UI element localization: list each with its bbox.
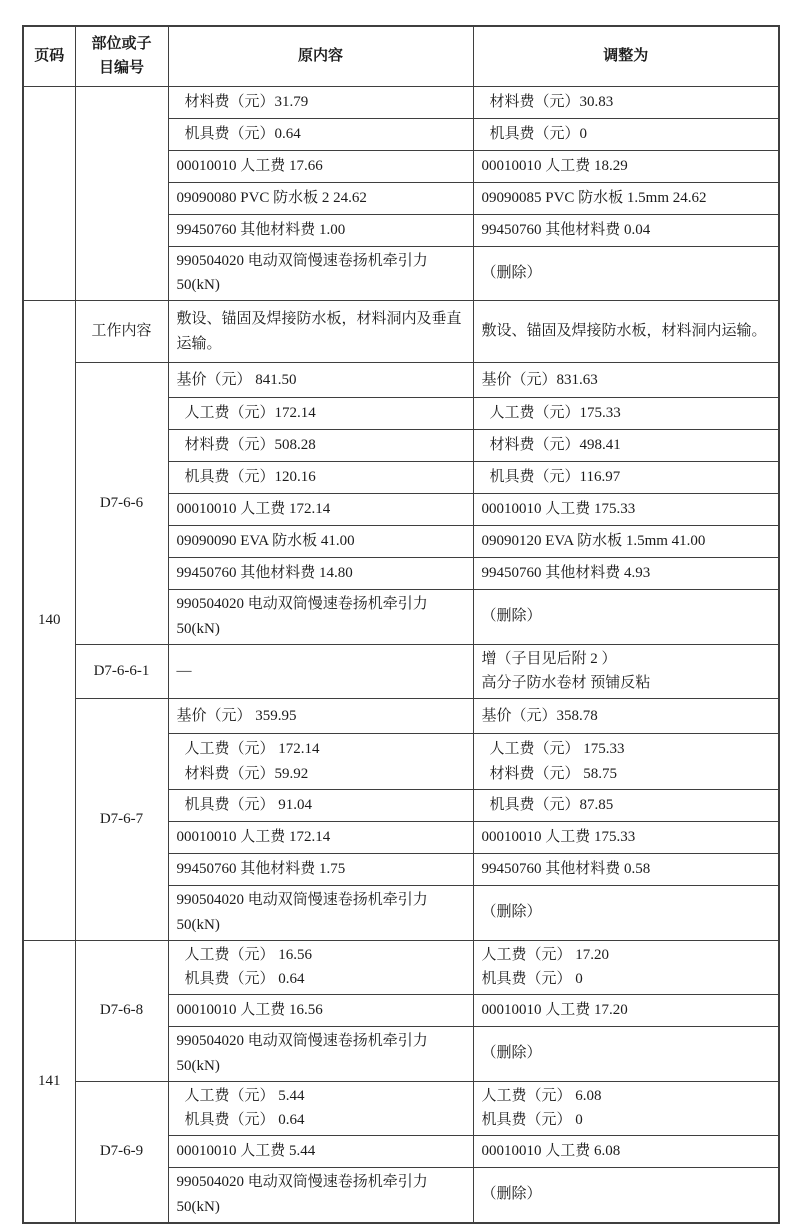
adj-line2: 机具费（元） 0 bbox=[481, 1112, 583, 1129]
table-row bbox=[23, 86, 779, 118]
orig-cell: 机具费（元）120.16 bbox=[168, 462, 473, 494]
header-item bbox=[75, 26, 168, 86]
table-row bbox=[23, 363, 779, 398]
adj-cell bbox=[473, 734, 779, 790]
adj-line2: 机具费（元） 0 bbox=[481, 971, 583, 988]
adj-cell: （删除） bbox=[473, 886, 779, 941]
adj-cell: 基价（元）831.63 bbox=[473, 363, 779, 398]
adj-cell bbox=[473, 940, 779, 995]
adj-cell: （删除） bbox=[473, 1168, 779, 1223]
orig-cell bbox=[168, 1168, 473, 1223]
orig-line2: 50(kN) bbox=[176, 277, 220, 294]
orig-cell: 99450760 其他材料费 1.75 bbox=[168, 854, 473, 886]
adj-cell: （删除） bbox=[473, 590, 779, 645]
orig-cell bbox=[168, 940, 473, 995]
orig-line1: 990504020 电动双筒慢速卷扬机牵引力 bbox=[176, 1174, 428, 1190]
table-row bbox=[23, 940, 779, 995]
adj-cell: 敷设、锚固及焊接防水板，材料洞内运输。 bbox=[473, 301, 779, 363]
adjustment-table bbox=[22, 25, 780, 1224]
orig-line1: 990504020 电动双筒慢速卷扬机牵引力 bbox=[176, 252, 428, 269]
orig-cell: 00010010 人工费 16.56 bbox=[168, 995, 473, 1027]
adj-line2: 高分子防水卷材 预铺反粘 bbox=[481, 675, 651, 692]
table-row bbox=[23, 699, 779, 734]
orig-cell: 机具费（元） 91.04 bbox=[168, 790, 473, 822]
adj-cell: 机具费（元）0 bbox=[473, 118, 779, 150]
orig-cell: 99450760 其他材料费 1.00 bbox=[168, 214, 473, 246]
item-cell-d7-6-6-1: D7-6-6-1 bbox=[75, 644, 168, 699]
adj-cell: 09090120 EVA 防水板 1.5mm 41.00 bbox=[473, 526, 779, 558]
page-cell-141: 141 bbox=[23, 940, 75, 1223]
item-cell-d7-6-8: D7-6-8 bbox=[75, 940, 168, 1081]
adj-cell: （删除） bbox=[473, 1027, 779, 1082]
orig-line1: 990504020 电动双筒慢速卷扬机牵引力 bbox=[176, 596, 428, 612]
item-cell-work: 工作内容 bbox=[75, 301, 168, 363]
orig-cell bbox=[168, 1027, 473, 1082]
orig-cell: 材料费（元）31.79 bbox=[168, 86, 473, 118]
page-cell-140: 140 bbox=[23, 301, 75, 941]
orig-line2: 50(kN) bbox=[176, 916, 220, 933]
orig-cell: 基价（元） 841.50 bbox=[168, 363, 473, 398]
orig-cell: 00010010 人工费 17.66 bbox=[168, 150, 473, 182]
header-page: 页码 bbox=[23, 26, 75, 86]
adj-cell bbox=[473, 644, 779, 699]
adj-cell: 00010010 人工费 175.33 bbox=[473, 822, 779, 854]
adj-cell: 机具费（元）116.97 bbox=[473, 462, 779, 494]
adj-cell: 00010010 人工费 175.33 bbox=[473, 494, 779, 526]
item-cell-empty bbox=[75, 86, 168, 301]
orig-line2: 机具费（元） 0.64 bbox=[184, 971, 305, 988]
orig-cell: 材料费（元）508.28 bbox=[168, 430, 473, 462]
item-cell-d7-6-7: D7-6-7 bbox=[75, 699, 168, 941]
adj-cell: （删除） bbox=[473, 246, 779, 301]
adj-cell: 09090085 PVC 防水板 1.5mm 24.62 bbox=[473, 182, 779, 214]
orig-cell: 00010010 人工费 172.14 bbox=[168, 494, 473, 526]
adj-line1: 增（子目见后附 2 ） bbox=[481, 650, 617, 667]
orig-line1: 人工费（元） 5.44 bbox=[184, 1087, 305, 1104]
adj-line2: 材料费（元） 58.75 bbox=[489, 765, 618, 782]
table-header-row bbox=[23, 26, 779, 86]
orig-line2: 机具费（元） 0.64 bbox=[184, 1112, 305, 1129]
orig-cell bbox=[168, 246, 473, 301]
orig-cell bbox=[168, 590, 473, 645]
header-item-line1: 部位或子 bbox=[91, 35, 152, 52]
orig-cell: — bbox=[168, 644, 473, 699]
header-orig: 原内容 bbox=[168, 26, 473, 86]
orig-line2: 50(kN) bbox=[176, 620, 220, 637]
orig-line2: 材料费（元）59.92 bbox=[184, 765, 309, 782]
orig-cell bbox=[168, 734, 473, 790]
table-row bbox=[23, 301, 779, 363]
item-cell-d7-6-9: D7-6-9 bbox=[75, 1081, 168, 1223]
adj-cell: 00010010 人工费 6.08 bbox=[473, 1136, 779, 1168]
orig-cell bbox=[168, 886, 473, 941]
adj-line1: 人工费（元） 17.20 bbox=[481, 946, 610, 963]
orig-cell: 机具费（元）0.64 bbox=[168, 118, 473, 150]
page-cell-empty bbox=[23, 86, 75, 301]
header-item-line2: 目编号 bbox=[98, 60, 144, 77]
orig-cell bbox=[168, 1081, 473, 1136]
table-row bbox=[23, 1081, 779, 1136]
orig-cell: 基价（元） 359.95 bbox=[168, 699, 473, 734]
orig-line1: 990504020 电动双筒慢速卷扬机牵引力 bbox=[176, 892, 428, 908]
adj-cell: 人工费（元）175.33 bbox=[473, 398, 779, 430]
orig-line1: 人工费（元） 16.56 bbox=[184, 946, 313, 963]
adj-cell: 基价（元）358.78 bbox=[473, 699, 779, 734]
adj-cell: 材料费（元）498.41 bbox=[473, 430, 779, 462]
adj-cell: 机具费（元）87.85 bbox=[473, 790, 779, 822]
adj-line1: 人工费（元） 175.33 bbox=[489, 740, 625, 757]
orig-cell: 99450760 其他材料费 14.80 bbox=[168, 558, 473, 590]
orig-cell: 人工费（元）172.14 bbox=[168, 398, 473, 430]
adj-cell: 00010010 人工费 17.20 bbox=[473, 995, 779, 1027]
header-adj: 调整为 bbox=[473, 26, 779, 86]
orig-line1: 人工费（元） 172.14 bbox=[184, 740, 320, 757]
adj-cell: 99450760 其他材料费 0.58 bbox=[473, 854, 779, 886]
table-row bbox=[23, 644, 779, 699]
orig-cell: 00010010 人工费 5.44 bbox=[168, 1136, 473, 1168]
orig-line1: 990504020 电动双筒慢速卷扬机牵引力 bbox=[176, 1033, 428, 1049]
orig-cell: 00010010 人工费 172.14 bbox=[168, 822, 473, 854]
orig-cell: 敷设、锚固及焊接防水板，材料洞内及垂直运输。 bbox=[168, 301, 473, 363]
orig-cell: 09090090 EVA 防水板 41.00 bbox=[168, 526, 473, 558]
adj-cell: 99450760 其他材料费 0.04 bbox=[473, 214, 779, 246]
orig-line2: 50(kN) bbox=[176, 1057, 220, 1074]
orig-line2: 50(kN) bbox=[176, 1198, 220, 1215]
orig-cell: 09090080 PVC 防水板 2 24.62 bbox=[168, 182, 473, 214]
adj-line1: 人工费（元） 6.08 bbox=[481, 1087, 602, 1104]
item-cell-d7-6-6: D7-6-6 bbox=[75, 363, 168, 645]
adj-cell: 材料费（元）30.83 bbox=[473, 86, 779, 118]
adj-cell: 99450760 其他材料费 4.93 bbox=[473, 558, 779, 590]
adj-cell: 00010010 人工费 18.29 bbox=[473, 150, 779, 182]
adj-cell bbox=[473, 1081, 779, 1136]
